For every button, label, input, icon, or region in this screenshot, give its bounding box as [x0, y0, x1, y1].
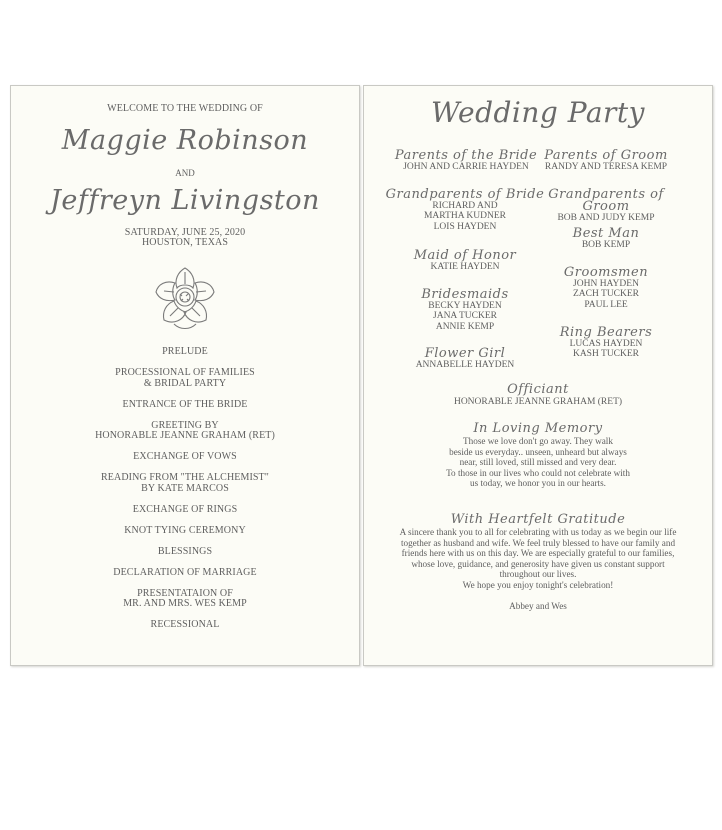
gratitude-line: A sincere thank you to all for celebrating with us today as we begin our life: [399, 527, 677, 537]
program-item-recessional: RECESSIONAL: [150, 619, 220, 630]
gratitude-line: together as husband and wife. We feel truly blessed to have our family and: [400, 537, 676, 548]
magnolia-flower-icon: [11, 264, 359, 339]
name-line: MARTHA KUDNER: [423, 211, 507, 222]
section-title: Officiant: [507, 382, 569, 397]
maid-of-honor-block: [404, 250, 526, 272]
program-item-blessings: BLESSINGS: [157, 546, 213, 557]
grandparents-of-groom-block: [532, 189, 680, 223]
gratitude-line: whose love, guidance, and generosity have given us constant support: [411, 558, 665, 569]
section-title: Flower Girl: [424, 346, 506, 361]
name-line: KASH TUCKER: [572, 349, 640, 360]
section-title: Bridesmaids: [421, 287, 509, 302]
section-title: Ring Bearers: [559, 325, 653, 340]
gratitude-block: [364, 513, 712, 611]
program-item-greeting: GREETING BY: [151, 420, 219, 431]
wedding-party-title: Wedding Party: [431, 96, 645, 129]
name-line: ANNABELLE HAYDEN: [415, 360, 515, 370]
section-title: Maid of Honor: [413, 248, 517, 263]
groom-name: Jeffreyn Livingston: [50, 185, 320, 216]
program-left-panel: [10, 85, 360, 666]
name-line: RANDY AND TERESA KEMP: [544, 162, 668, 172]
parents-of-bride-block: [374, 150, 558, 172]
wedding-location: HOUSTON, TEXAS: [141, 237, 229, 248]
program-item-presentation-2: MR. AND MRS. WES KEMP: [123, 598, 247, 609]
section-title: Grandparents of Groom: [548, 187, 664, 214]
memory-block: [364, 422, 712, 489]
gratitude-line: We hope you enjoy tonight's celebration!: [462, 579, 614, 590]
program-item-presentation: PRESENTATAION OF: [137, 588, 233, 599]
program-item-processional-2: & BRIDAL PARTY: [143, 378, 227, 389]
gratitude-line: friends here with us on this day. We are especially grateful to our families,: [401, 548, 675, 559]
memory-line: near, still loved, still missed and very dear.: [459, 457, 617, 468]
wedding-party-right-panel: [363, 85, 713, 666]
program-item-knot: KNOT TYING CEREMONY: [124, 525, 246, 536]
grandparents-of-bride-block: [384, 189, 546, 232]
program-item-rings: EXCHANGE OF RINGS: [132, 504, 238, 515]
name-line: HONORABLE JEANNE GRAHAM (RET): [453, 397, 623, 407]
section-title: Best Man: [572, 226, 640, 241]
name-line: BECKY HAYDEN: [428, 301, 502, 311]
section-title: In Loving Memory: [473, 421, 603, 436]
name-line: LOIS HAYDEN: [433, 221, 497, 232]
name-line: PAUL LEE: [584, 299, 628, 310]
program-item-entrance: ENTRANCE OF THE BRIDE: [122, 399, 248, 410]
name-line: BOB KEMP: [581, 240, 631, 250]
gratitude-line: throughout our lives.: [499, 569, 577, 580]
name-line: JOHN AND CARRIE HAYDEN: [403, 162, 529, 172]
program-item-prelude: PRELUDE: [162, 346, 208, 357]
and-text: AND: [175, 168, 195, 178]
ring-bearers-block: [556, 327, 656, 360]
welcome-line: WELCOME TO THE WEDDING OF: [107, 103, 263, 114]
memory-line: us today, we honor you in our hearts.: [470, 478, 606, 489]
section-title: With Heartfelt Gratitude: [450, 512, 626, 527]
wedding-date: SATURDAY, JUNE 25, 2020: [124, 227, 246, 238]
officiant-block: [364, 383, 712, 407]
program-item-processional: PROCESSIONAL OF FAMILIES: [115, 367, 255, 378]
best-man-block: [556, 228, 656, 250]
program-item-greeting-2: HONORABLE JEANNE GRAHAM (RET): [95, 430, 275, 441]
section-title: Parents of the Bride: [394, 148, 538, 163]
section-title: Groomsmen: [563, 265, 649, 280]
name-line: LUCAS HAYDEN: [569, 339, 643, 349]
section-title: Parents of Groom: [544, 148, 668, 163]
name-line: JANA TUCKER: [433, 311, 497, 322]
program-item-declaration: DECLARATION OF MARRIAGE: [113, 567, 257, 578]
name-line: BOB AND JUDY KEMP: [557, 213, 655, 223]
program-item-vows: EXCHANGE OF VOWS: [133, 451, 237, 462]
name-line: ANNIE KEMP: [435, 321, 495, 332]
memory-line: Those we love don't go away. They walk: [463, 436, 613, 446]
name-line: RICHARD AND: [432, 201, 498, 211]
signature: Abbey and Wes: [509, 600, 567, 611]
bridesmaids-block: [404, 289, 526, 332]
name-line: JOHN HAYDEN: [573, 279, 639, 289]
name-line: ZACH TUCKER: [572, 289, 640, 300]
flower-girl-block: [400, 348, 530, 370]
parents-of-groom-block: [536, 150, 676, 172]
groomsmen-block: [556, 267, 656, 310]
memory-line: To those in our lives who could not celebrate with: [446, 467, 630, 478]
memory-line: beside us everyday.. unseen, unheard but always: [449, 446, 627, 457]
program-item-reading-2: BY KATE MARCOS: [141, 483, 229, 494]
name-line: KATIE HAYDEN: [430, 262, 500, 272]
program-item-reading: READING FROM "THE ALCHEMIST": [101, 472, 269, 483]
section-title: Grandparents of Bride: [385, 187, 545, 202]
bride-name: Maggie Robinson: [61, 125, 309, 156]
